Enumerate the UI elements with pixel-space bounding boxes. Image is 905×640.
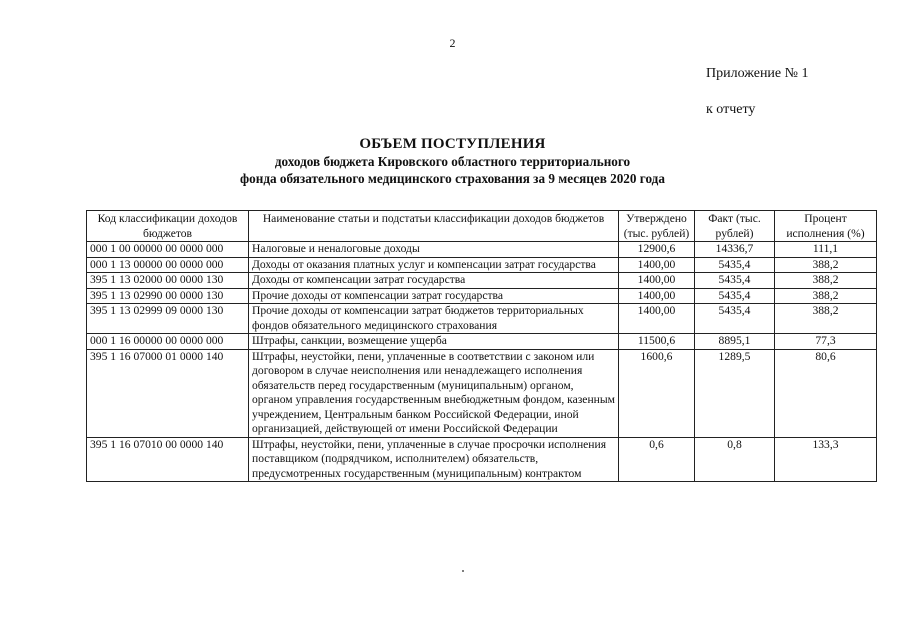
row-fact: 1289,5 bbox=[695, 349, 775, 437]
row-code: 395 1 13 02990 00 0000 130 bbox=[87, 288, 249, 304]
row-code: 000 1 00 00000 00 0000 000 bbox=[87, 242, 249, 258]
row-name: Штрафы, санкции, возмещение ущерба bbox=[249, 334, 619, 350]
header-approved: Утверждено (тыс. рублей) bbox=[619, 211, 695, 242]
header-code: Код классификации доходов бюджетов bbox=[87, 211, 249, 242]
row-percent: 388,2 bbox=[775, 257, 877, 273]
row-fact: 0,8 bbox=[695, 437, 775, 482]
header-name: Наименование статьи и подстатьи классификации доходов бюджетов bbox=[249, 211, 619, 242]
annex-label: Приложение № 1 bbox=[706, 66, 809, 81]
title-line-2: доходов бюджета Кировского областного территориального bbox=[274, 154, 631, 169]
table-row bbox=[87, 304, 877, 334]
row-fact: 8895,1 bbox=[695, 334, 775, 350]
row-code: 395 1 16 07000 01 0000 140 bbox=[87, 349, 249, 437]
row-percent: 80,6 bbox=[775, 349, 877, 437]
header-fact: Факт (тыс. рублей) bbox=[695, 211, 775, 242]
row-code: 395 1 13 02000 00 0000 130 bbox=[87, 273, 249, 289]
table-row bbox=[87, 334, 877, 350]
row-approved: 12900,6 bbox=[619, 242, 695, 258]
table-row bbox=[87, 257, 877, 273]
table-row bbox=[87, 349, 877, 437]
row-approved: 1600,6 bbox=[619, 349, 695, 437]
row-name: Прочие доходы от компенсации затрат государства bbox=[249, 288, 619, 304]
row-fact: 5435,4 bbox=[695, 273, 775, 289]
document-title bbox=[0, 136, 905, 187]
row-approved: 1400,00 bbox=[619, 257, 695, 273]
table-row bbox=[87, 273, 877, 289]
row-percent: 111,1 bbox=[775, 242, 877, 258]
scan-speck bbox=[462, 570, 464, 572]
table-row bbox=[87, 288, 877, 304]
row-fact: 5435,4 bbox=[695, 288, 775, 304]
row-approved: 0,6 bbox=[619, 437, 695, 482]
row-fact: 14336,7 bbox=[695, 242, 775, 258]
row-percent: 133,3 bbox=[775, 437, 877, 482]
page-number: 2 bbox=[449, 36, 456, 50]
revenue-table bbox=[86, 210, 877, 482]
row-name: Штрафы, неустойки, пени, уплаченные в соответствии с законом или договором в случае неисполнения или ненадлежащего исполнения обязательств перед государственным (муниципальным) органом, органом управления государственным внебюджетным фондом, казенным учреждением, Центральным банком Российской Федерации, иной организацией, действующей от имени Российской Федерации bbox=[249, 349, 619, 437]
row-percent: 388,2 bbox=[775, 273, 877, 289]
row-fact: 5435,4 bbox=[695, 304, 775, 334]
row-name: Прочие доходы от компенсации затрат бюджетов территориальных фондов обязательного медицинского страхования bbox=[249, 304, 619, 334]
title-line-3: фонда обязательного медицинского страхования за 9 месяцев 2020 года bbox=[240, 171, 665, 186]
row-code: 395 1 16 07010 00 0000 140 bbox=[87, 437, 249, 482]
row-percent: 388,2 bbox=[775, 304, 877, 334]
to-report-label: к отчету bbox=[706, 102, 756, 117]
row-fact: 5435,4 bbox=[695, 257, 775, 273]
row-name: Доходы от компенсации затрат государства bbox=[249, 273, 619, 289]
row-code: 000 1 13 00000 00 0000 000 bbox=[87, 257, 249, 273]
row-name: Штрафы, неустойки, пени, уплаченные в случае просрочки исполнения поставщиком (подрядчиком, исполнителем) обязательств, предусмотренных государственным (муниципальным) контрактом bbox=[249, 437, 619, 482]
row-approved: 1400,00 bbox=[619, 304, 695, 334]
row-code: 000 1 16 00000 00 0000 000 bbox=[87, 334, 249, 350]
row-percent: 388,2 bbox=[775, 288, 877, 304]
row-percent: 77,3 bbox=[775, 334, 877, 350]
row-name: Доходы от оказания платных услуг и компенсации затрат государства bbox=[249, 257, 619, 273]
table-row bbox=[87, 242, 877, 258]
header-percent: Процент исполнения (%) bbox=[775, 211, 877, 242]
row-approved: 1400,00 bbox=[619, 273, 695, 289]
table-row bbox=[87, 437, 877, 482]
table-header-row bbox=[87, 211, 877, 242]
row-approved: 11500,6 bbox=[619, 334, 695, 350]
row-code: 395 1 13 02999 09 0000 130 bbox=[87, 304, 249, 334]
row-approved: 1400,00 bbox=[619, 288, 695, 304]
title-line-1: ОБЪЕМ ПОСТУПЛЕНИЯ bbox=[359, 136, 546, 152]
row-name: Налоговые и неналоговые доходы bbox=[249, 242, 619, 258]
